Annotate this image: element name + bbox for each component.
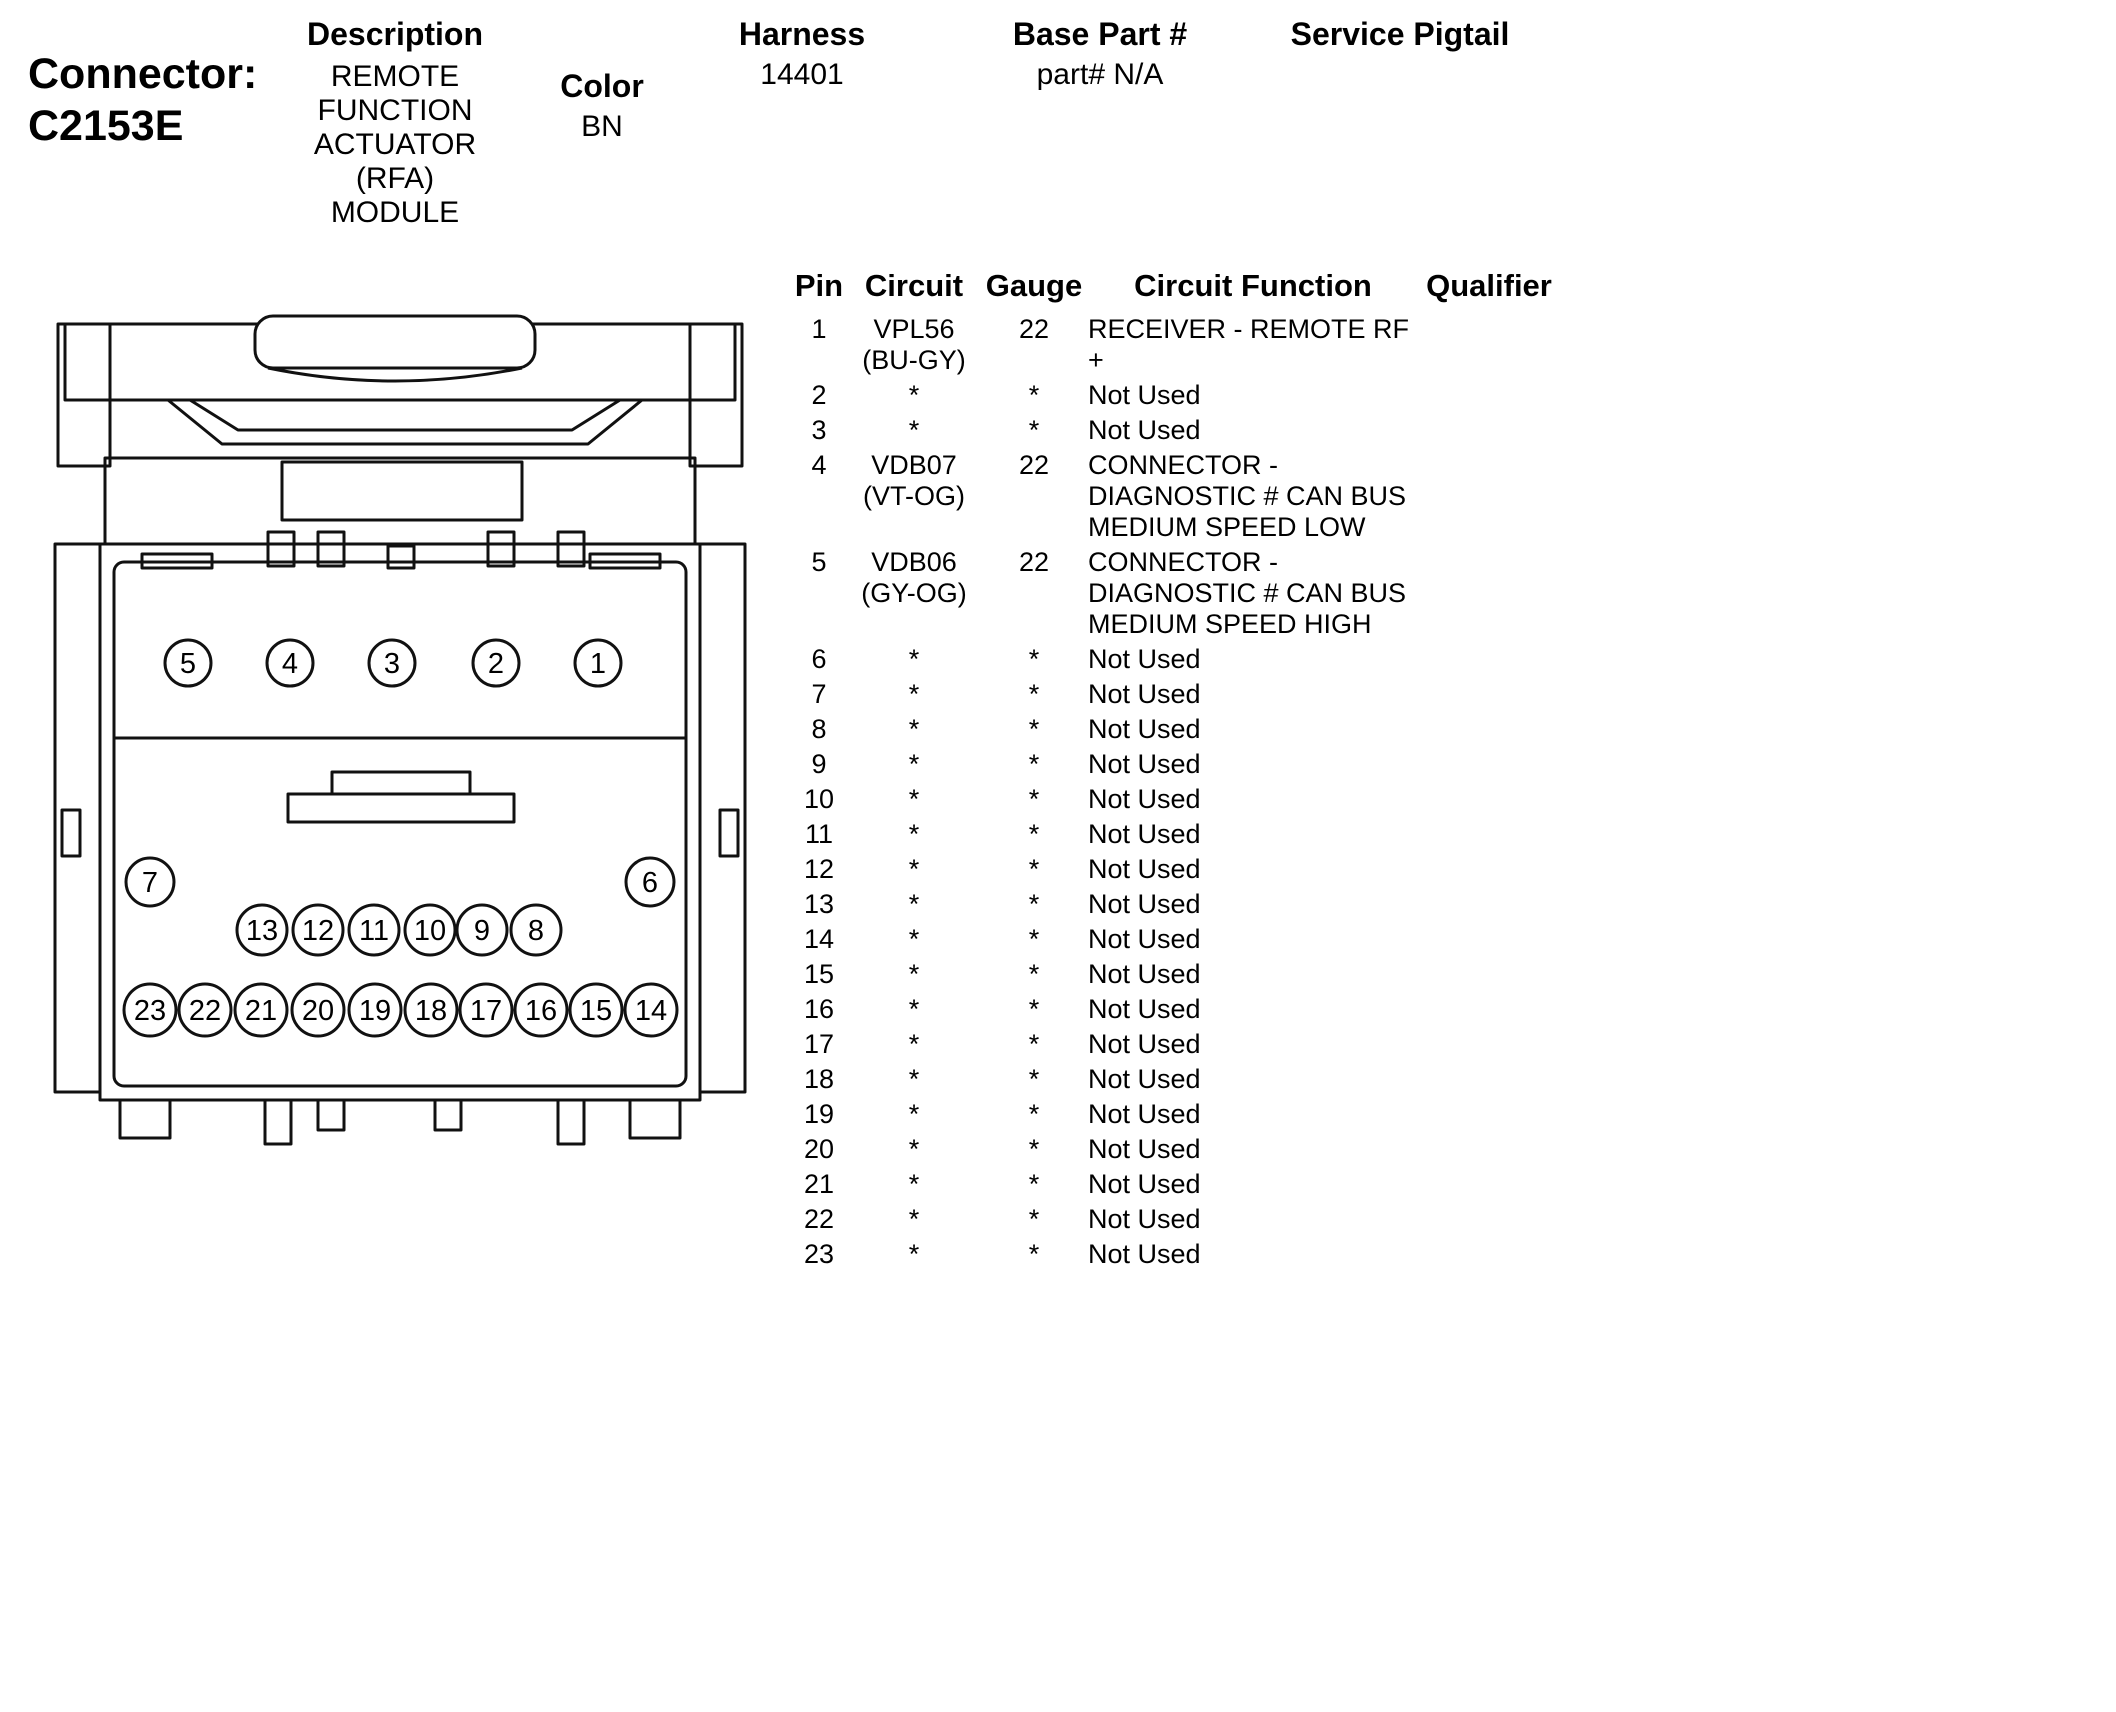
cell-function: Not Used	[1088, 679, 1201, 709]
cell-qualifier	[1418, 415, 1560, 446]
cell-function: Not Used	[1088, 415, 1201, 445]
cell-circuit: *	[908, 1134, 920, 1164]
cell-pin: 3	[811, 415, 827, 445]
connector-pin-11	[349, 905, 399, 955]
cell-qualifier	[1418, 380, 1560, 411]
cell-function: Not Used	[1088, 959, 1201, 989]
connector-pin-22	[179, 984, 231, 1036]
color-value: BN	[581, 110, 623, 143]
cell-gauge: *	[1028, 679, 1040, 709]
cell-pin: 8	[811, 714, 827, 744]
cell-qualifier	[1418, 1099, 1560, 1130]
cell-qualifier	[1418, 450, 1560, 543]
cell-circuit: *	[908, 1239, 920, 1269]
cell-gauge: *	[1028, 819, 1040, 849]
cell-gauge: *	[1028, 714, 1040, 744]
table-row	[790, 642, 1570, 677]
cell-circuit: *	[908, 749, 920, 779]
cell-circuit: *	[908, 415, 920, 445]
svg-text:6: 6	[641, 867, 659, 899]
connector-pin-18	[405, 984, 457, 1036]
cell-function: Not Used	[1088, 854, 1201, 884]
cell-function: CONNECTOR - DIAGNOSTIC # CAN BUS MEDIUM SPEED HIGH	[1088, 547, 1407, 639]
cell-function: Not Used	[1088, 1064, 1201, 1094]
connector-title	[28, 48, 257, 152]
cell-qualifier	[1418, 819, 1560, 850]
description-label: Description	[306, 16, 484, 52]
cell-pin: 17	[803, 1029, 835, 1059]
harness-label: Harness	[738, 16, 866, 52]
svg-text:18: 18	[414, 995, 448, 1027]
svg-text:9: 9	[473, 915, 491, 947]
connector-pin-3	[369, 640, 415, 686]
cell-function: CONNECTOR - DIAGNOSTIC # CAN BUS MEDIUM SPEED LOW	[1088, 450, 1407, 542]
header-gauge: Gauge	[985, 268, 1083, 303]
cell-function: Not Used	[1088, 1029, 1201, 1059]
table-row	[790, 712, 1570, 747]
cell-gauge: 22	[1018, 547, 1050, 577]
cell-qualifier	[1418, 1064, 1560, 1095]
svg-text:11: 11	[358, 915, 390, 947]
connector-pin-13	[237, 905, 287, 955]
connector-pin-19	[349, 984, 401, 1036]
cell-function: Not Used	[1088, 889, 1201, 919]
cell-qualifier	[1418, 889, 1560, 920]
cell-circuit: *	[908, 1099, 920, 1129]
svg-text:3: 3	[383, 648, 401, 680]
cell-function: Not Used	[1088, 1239, 1201, 1269]
table-row	[790, 957, 1570, 992]
connector-label: Connector:	[28, 50, 258, 98]
cell-gauge: 22	[1018, 450, 1050, 480]
cell-gauge: *	[1028, 1169, 1040, 1199]
service-pigtail-label: Service Pigtail	[1290, 16, 1510, 52]
table-row	[790, 448, 1570, 545]
cell-pin: 13	[803, 889, 835, 919]
cell-qualifier	[1418, 1239, 1560, 1270]
cell-gauge: *	[1028, 415, 1040, 445]
cell-function: Not Used	[1088, 1099, 1201, 1129]
cell-qualifier	[1418, 644, 1560, 675]
table-row	[790, 1132, 1570, 1167]
table-header	[790, 268, 1570, 312]
cell-gauge: *	[1028, 1134, 1040, 1164]
cell-function: Not Used	[1088, 749, 1201, 779]
svg-text:15: 15	[579, 995, 613, 1027]
cell-qualifier	[1418, 1169, 1560, 1200]
svg-text:22: 22	[188, 995, 222, 1027]
connector-diagram	[50, 310, 760, 1180]
harness-value: 14401	[760, 58, 844, 91]
cell-circuit: *	[908, 819, 920, 849]
cell-pin: 18	[803, 1064, 835, 1094]
cell-circuit: *	[908, 1064, 920, 1094]
svg-text:17: 17	[469, 995, 503, 1027]
cell-pin: 20	[803, 1134, 835, 1164]
cell-gauge: *	[1028, 924, 1040, 954]
cell-circuit: VDB07 (VT-OG)	[863, 450, 965, 511]
cell-circuit: *	[908, 1169, 920, 1199]
cell-circuit: *	[908, 784, 920, 814]
cell-gauge: *	[1028, 994, 1040, 1024]
cell-pin: 23	[803, 1239, 835, 1269]
cell-gauge: *	[1028, 1239, 1040, 1269]
svg-text:14: 14	[634, 995, 668, 1027]
cell-gauge: 22	[1018, 314, 1050, 344]
cell-circuit: VPL56 (BU-GY)	[862, 314, 966, 375]
cell-function: Not Used	[1088, 994, 1201, 1024]
cell-function: Not Used	[1088, 1169, 1201, 1199]
table-row	[790, 1027, 1570, 1062]
cell-pin: 21	[803, 1169, 835, 1199]
svg-text:19: 19	[358, 995, 392, 1027]
header-function: Circuit Function	[1134, 268, 1372, 303]
connector-pin-12	[293, 905, 343, 955]
connector-pin-21	[235, 984, 287, 1036]
cell-circuit: *	[908, 994, 920, 1024]
cell-gauge: *	[1028, 1064, 1040, 1094]
cell-circuit: *	[908, 714, 920, 744]
cell-gauge: *	[1028, 644, 1040, 674]
cell-pin: 5	[811, 547, 827, 577]
svg-text:8: 8	[527, 915, 545, 947]
table-row	[790, 312, 1570, 378]
cell-function: Not Used	[1088, 1134, 1201, 1164]
cell-gauge: *	[1028, 889, 1040, 919]
table-row	[790, 1062, 1570, 1097]
table-row	[790, 545, 1570, 642]
cell-function: Not Used	[1088, 714, 1201, 744]
cell-circuit: *	[908, 1204, 920, 1234]
connector-pin-9	[457, 905, 507, 955]
cell-function: Not Used	[1088, 784, 1201, 814]
cell-gauge: *	[1028, 1029, 1040, 1059]
cell-pin: 1	[811, 314, 827, 344]
svg-text:7: 7	[141, 867, 159, 899]
cell-function: Not Used	[1088, 924, 1201, 954]
cell-gauge: *	[1028, 959, 1040, 989]
connector-pin-10	[405, 905, 455, 955]
cell-circuit: *	[908, 854, 920, 884]
cell-qualifier	[1418, 749, 1560, 780]
connector-pin-6	[626, 858, 674, 906]
table-row	[790, 1167, 1570, 1202]
svg-text:4: 4	[281, 648, 299, 680]
svg-text:2: 2	[487, 648, 505, 680]
base-part-value: part# N/A	[1036, 58, 1164, 91]
svg-text:20: 20	[301, 995, 335, 1027]
color-label: Color	[560, 68, 644, 104]
cell-qualifier	[1418, 1029, 1560, 1060]
cell-pin: 22	[803, 1204, 835, 1234]
cell-function: Not Used	[1088, 1204, 1201, 1234]
cell-gauge: *	[1028, 784, 1040, 814]
cell-qualifier	[1418, 679, 1560, 710]
connector-pin-20	[292, 984, 344, 1036]
cell-pin: 4	[811, 450, 827, 480]
cell-circuit: *	[908, 889, 920, 919]
table-row	[790, 922, 1570, 957]
table-row	[790, 852, 1570, 887]
table-row	[790, 887, 1570, 922]
cell-qualifier	[1418, 784, 1560, 815]
cell-qualifier	[1418, 547, 1560, 640]
cell-pin: 12	[803, 854, 835, 884]
cell-pin: 7	[811, 679, 827, 709]
cell-pin: 10	[803, 784, 835, 814]
description-value: REMOTE FUNCTION ACTUATOR (RFA) MODULE	[313, 60, 477, 229]
cell-function: RECEIVER - REMOTE RF +	[1088, 314, 1410, 375]
svg-text:16: 16	[524, 995, 558, 1027]
cell-qualifier	[1418, 1134, 1560, 1165]
cell-gauge: *	[1028, 854, 1040, 884]
cell-pin: 16	[803, 994, 835, 1024]
cell-gauge: *	[1028, 749, 1040, 779]
cell-function: Not Used	[1088, 644, 1201, 674]
cell-gauge: *	[1028, 1099, 1040, 1129]
cell-circuit: VDB06 (GY-OG)	[861, 547, 967, 608]
cell-pin: 11	[804, 819, 834, 849]
connector-pin-15	[570, 984, 622, 1036]
cell-qualifier	[1418, 1204, 1560, 1235]
header-qualifier: Qualifier	[1426, 268, 1552, 303]
table-row	[790, 1237, 1570, 1272]
connector-pin-14	[625, 984, 677, 1036]
cell-circuit: *	[908, 644, 920, 674]
cell-qualifier	[1418, 854, 1560, 885]
table-row	[790, 782, 1570, 817]
header-circuit: Circuit	[864, 268, 964, 303]
cell-circuit: *	[908, 959, 920, 989]
table-row	[790, 378, 1570, 413]
cell-gauge: *	[1028, 1204, 1040, 1234]
table-body	[790, 312, 1570, 1272]
connector-pin-23	[124, 984, 176, 1036]
cell-gauge: *	[1028, 380, 1040, 410]
cell-circuit: *	[908, 679, 920, 709]
connector-pin-17	[460, 984, 512, 1036]
cell-qualifier	[1418, 994, 1560, 1025]
cell-qualifier	[1418, 314, 1560, 376]
svg-text:12: 12	[301, 915, 335, 947]
table-row	[790, 413, 1570, 448]
pin-table	[790, 268, 1570, 1272]
connector-pin-8	[511, 905, 561, 955]
connector-pin-16	[515, 984, 567, 1036]
cell-pin: 14	[803, 924, 835, 954]
connector-pin-1	[575, 640, 621, 686]
table-row	[790, 677, 1570, 712]
svg-text:5: 5	[179, 648, 197, 680]
svg-text:1: 1	[589, 648, 607, 680]
cell-circuit: *	[908, 924, 920, 954]
table-row	[790, 747, 1570, 782]
header-pin: Pin	[794, 268, 844, 303]
connector-pin-2	[473, 640, 519, 686]
cell-function: Not Used	[1088, 819, 1201, 849]
connector-pin-4	[267, 640, 313, 686]
cell-pin: 2	[811, 380, 827, 410]
svg-text:13: 13	[245, 915, 279, 947]
svg-text:10: 10	[413, 915, 447, 947]
connector-pin-5	[165, 640, 211, 686]
cell-pin: 6	[811, 644, 827, 674]
base-part-label: Base Part #	[1012, 16, 1188, 52]
cell-pin: 19	[803, 1099, 835, 1129]
svg-text:23: 23	[133, 995, 167, 1027]
cell-qualifier	[1418, 714, 1560, 745]
table-row	[790, 1202, 1570, 1237]
table-row	[790, 992, 1570, 1027]
cell-circuit: *	[908, 380, 920, 410]
cell-qualifier	[1418, 959, 1560, 990]
cell-pin: 15	[803, 959, 835, 989]
cell-function: Not Used	[1088, 380, 1201, 410]
svg-text:21: 21	[244, 995, 278, 1027]
cell-pin: 9	[811, 749, 827, 779]
connector-id: C2153E	[28, 102, 184, 150]
table-row	[790, 1097, 1570, 1132]
connector-pin-7	[126, 858, 174, 906]
table-row	[790, 817, 1570, 852]
cell-qualifier	[1418, 924, 1560, 955]
cell-circuit: *	[908, 1029, 920, 1059]
